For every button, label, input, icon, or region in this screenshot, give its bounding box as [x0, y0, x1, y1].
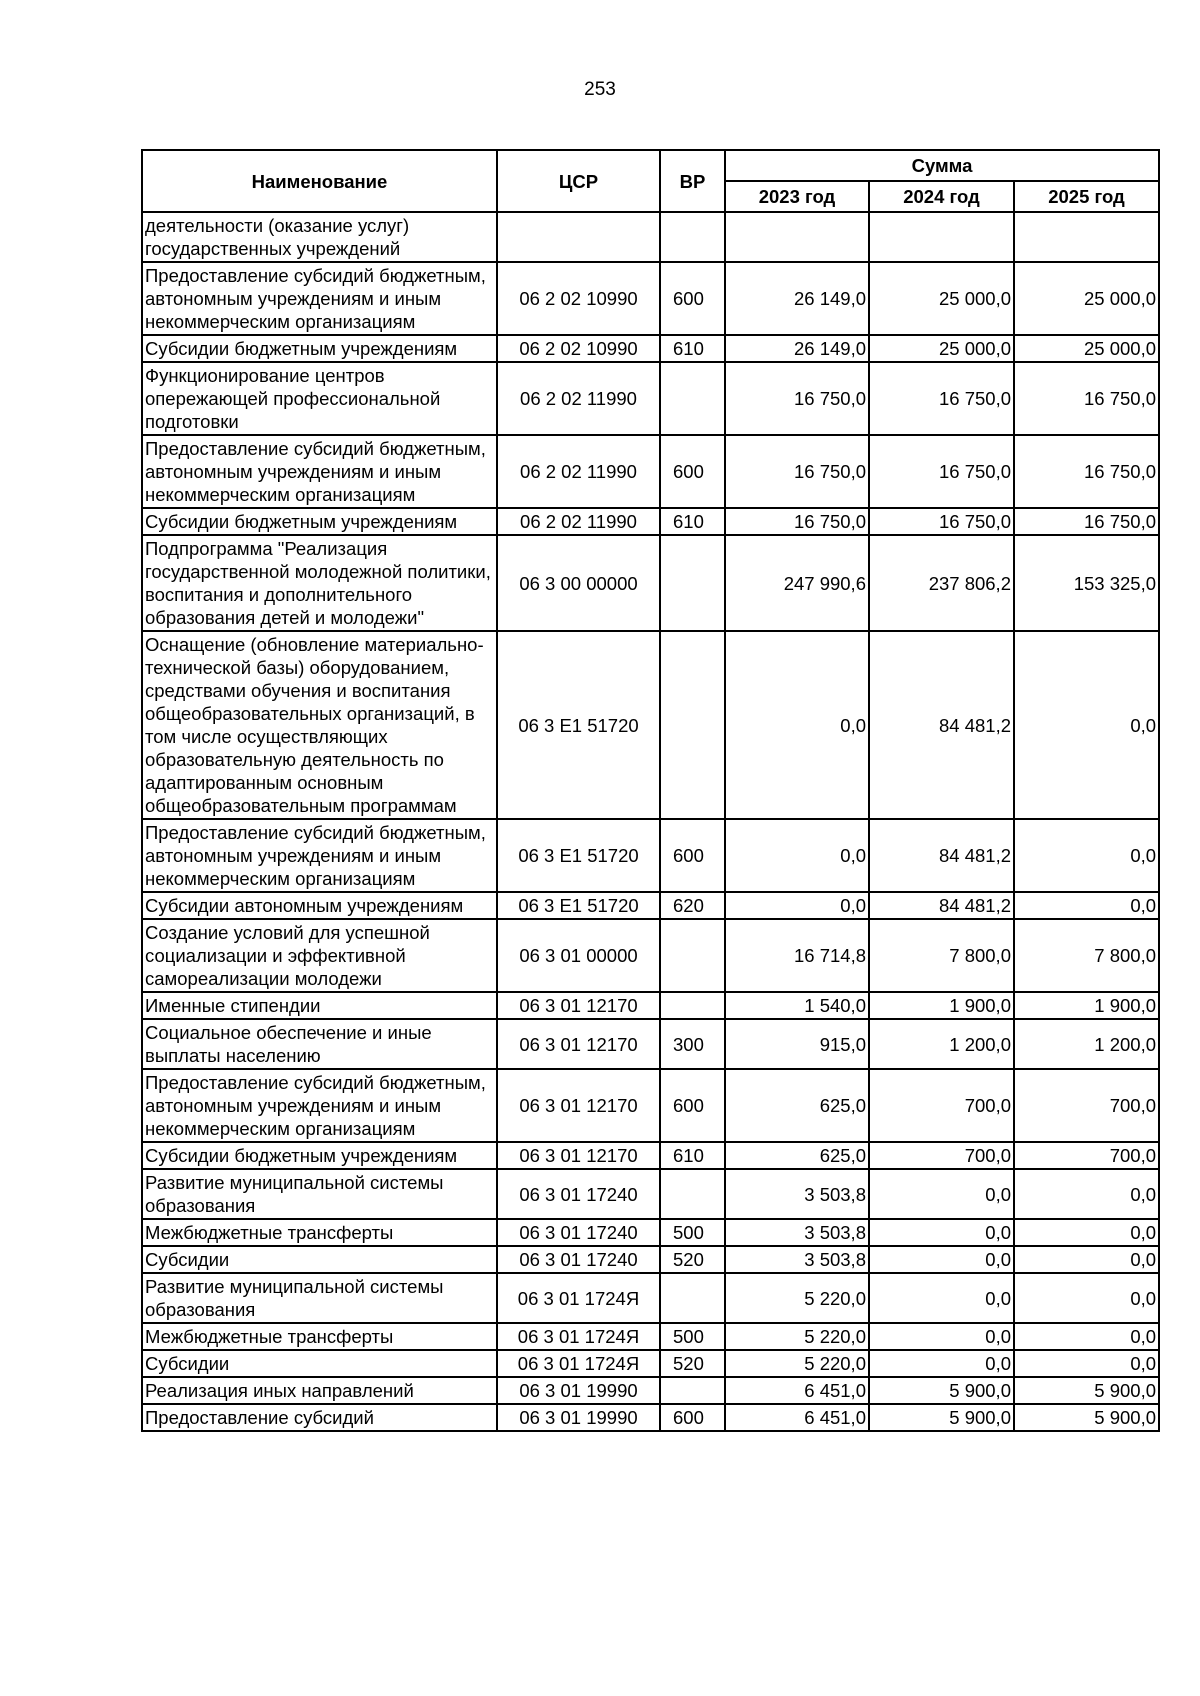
cell-sum-2025: 1 200,0 [1014, 1019, 1159, 1069]
cell-vr: 610 [660, 1142, 725, 1169]
cell-sum-2025 [1014, 212, 1159, 262]
cell-vr [660, 1273, 725, 1323]
cell-name: Развитие муниципальной системы образования [142, 1169, 497, 1219]
cell-vr: 610 [660, 335, 725, 362]
cell-vr: 520 [660, 1350, 725, 1377]
table-row [142, 1404, 1159, 1431]
table-row [142, 819, 1159, 892]
table-row [142, 435, 1159, 508]
cell-sum-2025: 16 750,0 [1014, 508, 1159, 535]
cell-sum-2024: 7 800,0 [869, 919, 1014, 992]
cell-vr [660, 1377, 725, 1404]
cell-csr: 06 3 01 12170 [497, 1019, 660, 1069]
cell-csr: 06 3 01 1724Я [497, 1350, 660, 1377]
cell-sum-2025: 25 000,0 [1014, 335, 1159, 362]
cell-vr [660, 362, 725, 435]
cell-sum-2023: 16 750,0 [725, 508, 869, 535]
cell-sum-2024: 237 806,2 [869, 535, 1014, 631]
header-year-2024: 2024 год [869, 181, 1014, 212]
cell-name: Развитие муниципальной системы образования [142, 1273, 497, 1323]
cell-sum-2023 [725, 212, 869, 262]
cell-csr: 06 3 Е1 51720 [497, 631, 660, 819]
cell-csr: 06 3 00 00000 [497, 535, 660, 631]
cell-sum-2023: 0,0 [725, 819, 869, 892]
cell-sum-2024: 700,0 [869, 1142, 1014, 1169]
cell-sum-2023: 5 220,0 [725, 1273, 869, 1323]
cell-name: Предоставление субсидий [142, 1404, 497, 1431]
cell-sum-2025: 0,0 [1014, 819, 1159, 892]
cell-csr: 06 3 Е1 51720 [497, 819, 660, 892]
cell-sum-2024: 0,0 [869, 1169, 1014, 1219]
table-row [142, 1169, 1159, 1219]
cell-sum-2023: 1 540,0 [725, 992, 869, 1019]
cell-vr: 600 [660, 1404, 725, 1431]
table-row [142, 631, 1159, 819]
cell-name: Создание условий для успешной социализации и эффективной самореализации молодежи [142, 919, 497, 992]
table-row [142, 1069, 1159, 1142]
cell-vr: 600 [660, 435, 725, 508]
cell-sum-2025: 0,0 [1014, 1246, 1159, 1273]
cell-vr: 620 [660, 892, 725, 919]
table-row [142, 1350, 1159, 1377]
cell-name: Именные стипендии [142, 992, 497, 1019]
cell-csr: 06 2 02 11990 [497, 435, 660, 508]
cell-sum-2023: 5 220,0 [725, 1323, 869, 1350]
cell-sum-2024: 700,0 [869, 1069, 1014, 1142]
cell-sum-2025: 700,0 [1014, 1142, 1159, 1169]
cell-sum-2023: 3 503,8 [725, 1246, 869, 1273]
table-row [142, 1377, 1159, 1404]
table-row [142, 892, 1159, 919]
header-year-2023: 2023 год [725, 181, 869, 212]
cell-name: Межбюджетные трансферты [142, 1323, 497, 1350]
table-row [142, 1273, 1159, 1323]
cell-vr [660, 631, 725, 819]
cell-vr: 610 [660, 508, 725, 535]
cell-name: Предоставление субсидий бюджетным, автономным учреждениям и иным некоммерческим организациям [142, 262, 497, 335]
cell-sum-2024: 16 750,0 [869, 508, 1014, 535]
table-row [142, 1019, 1159, 1069]
table-row [142, 919, 1159, 992]
cell-vr [660, 1169, 725, 1219]
cell-sum-2025: 1 900,0 [1014, 992, 1159, 1019]
cell-sum-2024: 5 900,0 [869, 1404, 1014, 1431]
cell-sum-2025: 25 000,0 [1014, 262, 1159, 335]
cell-csr: 06 3 01 1724Я [497, 1323, 660, 1350]
cell-vr: 600 [660, 819, 725, 892]
table-row [142, 1323, 1159, 1350]
cell-sum-2025: 16 750,0 [1014, 435, 1159, 508]
cell-sum-2023: 6 451,0 [725, 1377, 869, 1404]
budget-table [141, 149, 1160, 1432]
table-row [142, 992, 1159, 1019]
cell-sum-2025: 16 750,0 [1014, 362, 1159, 435]
cell-csr: 06 3 01 17240 [497, 1169, 660, 1219]
cell-sum-2023: 0,0 [725, 892, 869, 919]
cell-vr: 500 [660, 1323, 725, 1350]
cell-sum-2024: 0,0 [869, 1219, 1014, 1246]
cell-csr: 06 3 Е1 51720 [497, 892, 660, 919]
cell-sum-2024: 25 000,0 [869, 262, 1014, 335]
cell-name: Межбюджетные трансферты [142, 1219, 497, 1246]
cell-csr: 06 2 02 10990 [497, 262, 660, 335]
cell-name: Субсидии [142, 1246, 497, 1273]
cell-sum-2024: 5 900,0 [869, 1377, 1014, 1404]
cell-sum-2023: 3 503,8 [725, 1219, 869, 1246]
table-row [142, 1142, 1159, 1169]
cell-sum-2024: 16 750,0 [869, 435, 1014, 508]
cell-name: Субсидии [142, 1350, 497, 1377]
cell-vr [660, 535, 725, 631]
page-number: 253 [584, 79, 616, 100]
cell-sum-2024: 84 481,2 [869, 819, 1014, 892]
cell-sum-2023: 625,0 [725, 1069, 869, 1142]
cell-sum-2025: 0,0 [1014, 892, 1159, 919]
cell-name: Функционирование центров опережающей профессиональной подготовки [142, 362, 497, 435]
cell-csr [497, 212, 660, 262]
table-header [142, 150, 1159, 212]
cell-name: Предоставление субсидий бюджетным, автономным учреждениям и иным некоммерческим организациям [142, 1069, 497, 1142]
cell-sum-2025: 0,0 [1014, 1323, 1159, 1350]
cell-csr: 06 3 01 17240 [497, 1246, 660, 1273]
cell-sum-2025: 0,0 [1014, 1169, 1159, 1219]
cell-sum-2023: 5 220,0 [725, 1350, 869, 1377]
table-body [142, 212, 1159, 1431]
cell-sum-2024: 0,0 [869, 1350, 1014, 1377]
cell-sum-2025: 5 900,0 [1014, 1404, 1159, 1431]
cell-name: Предоставление субсидий бюджетным, автономным учреждениям и иным некоммерческим организациям [142, 435, 497, 508]
cell-name: Реализация иных направлений [142, 1377, 497, 1404]
cell-csr: 06 3 01 17240 [497, 1219, 660, 1246]
cell-sum-2025: 153 325,0 [1014, 535, 1159, 631]
table-row [142, 212, 1159, 262]
table-row [142, 1246, 1159, 1273]
cell-name: Субсидии бюджетным учреждениям [142, 1142, 497, 1169]
cell-vr: 600 [660, 262, 725, 335]
cell-sum-2024: 0,0 [869, 1323, 1014, 1350]
cell-sum-2023: 247 990,6 [725, 535, 869, 631]
cell-sum-2025: 0,0 [1014, 1219, 1159, 1246]
cell-name: Оснащение (обновление материально-технической базы) оборудованием, средствами обучения и воспитания общеобразовательных организаций, в том числе осуществляющих образовательную деятельность по адаптированным основным общеобразовательным программам [142, 631, 497, 819]
cell-csr: 06 3 01 12170 [497, 1069, 660, 1142]
cell-csr: 06 2 02 11990 [497, 508, 660, 535]
header-year-2025: 2025 год [1014, 181, 1159, 212]
cell-vr [660, 212, 725, 262]
cell-csr: 06 3 01 12170 [497, 1142, 660, 1169]
cell-sum-2023: 16 750,0 [725, 435, 869, 508]
cell-name: Социальное обеспечение и иные выплаты населению [142, 1019, 497, 1069]
cell-sum-2023: 6 451,0 [725, 1404, 869, 1431]
header-name: Наименование [142, 150, 497, 212]
cell-vr [660, 919, 725, 992]
table-row [142, 262, 1159, 335]
cell-vr: 600 [660, 1069, 725, 1142]
header-vr: ВР [660, 150, 725, 212]
cell-vr: 300 [660, 1019, 725, 1069]
cell-sum-2023: 26 149,0 [725, 335, 869, 362]
cell-sum-2023: 3 503,8 [725, 1169, 869, 1219]
cell-csr: 06 2 02 10990 [497, 335, 660, 362]
cell-sum-2023: 625,0 [725, 1142, 869, 1169]
cell-sum-2024: 84 481,2 [869, 631, 1014, 819]
cell-sum-2024: 1 900,0 [869, 992, 1014, 1019]
cell-name: Субсидии автономным учреждениям [142, 892, 497, 919]
cell-sum-2024: 84 481,2 [869, 892, 1014, 919]
cell-sum-2025: 0,0 [1014, 1273, 1159, 1323]
table-row [142, 1219, 1159, 1246]
header-csr: ЦСР [497, 150, 660, 212]
table-row [142, 362, 1159, 435]
table-row [142, 535, 1159, 631]
cell-vr: 520 [660, 1246, 725, 1273]
cell-vr: 500 [660, 1219, 725, 1246]
cell-csr: 06 3 01 1724Я [497, 1273, 660, 1323]
cell-sum-2023: 26 149,0 [725, 262, 869, 335]
cell-name: деятельности (оказание услуг) государственных учреждений [142, 212, 497, 262]
cell-sum-2023: 0,0 [725, 631, 869, 819]
cell-sum-2023: 16 750,0 [725, 362, 869, 435]
cell-sum-2025: 700,0 [1014, 1069, 1159, 1142]
cell-sum-2025: 0,0 [1014, 631, 1159, 819]
cell-name: Подпрограмма "Реализация государственной молодежной политики, воспитания и дополнительного образования детей и молодежи" [142, 535, 497, 631]
table-row [142, 335, 1159, 362]
cell-sum-2023: 915,0 [725, 1019, 869, 1069]
cell-vr [660, 992, 725, 1019]
cell-sum-2024: 0,0 [869, 1273, 1014, 1323]
cell-csr: 06 3 01 12170 [497, 992, 660, 1019]
cell-sum-2024 [869, 212, 1014, 262]
cell-sum-2024: 25 000,0 [869, 335, 1014, 362]
cell-name: Предоставление субсидий бюджетным, автономным учреждениям и иным некоммерческим организациям [142, 819, 497, 892]
cell-name: Субсидии бюджетным учреждениям [142, 335, 497, 362]
cell-sum-2023: 16 714,8 [725, 919, 869, 992]
cell-csr: 06 3 01 19990 [497, 1404, 660, 1431]
table-row [142, 508, 1159, 535]
cell-sum-2024: 0,0 [869, 1246, 1014, 1273]
cell-csr: 06 2 02 11990 [497, 362, 660, 435]
header-sum: Сумма [725, 150, 1159, 181]
cell-sum-2025: 0,0 [1014, 1350, 1159, 1377]
cell-name: Субсидии бюджетным учреждениям [142, 508, 497, 535]
cell-csr: 06 3 01 19990 [497, 1377, 660, 1404]
cell-sum-2025: 7 800,0 [1014, 919, 1159, 992]
cell-sum-2025: 5 900,0 [1014, 1377, 1159, 1404]
cell-csr: 06 3 01 00000 [497, 919, 660, 992]
cell-sum-2024: 1 200,0 [869, 1019, 1014, 1069]
cell-sum-2024: 16 750,0 [869, 362, 1014, 435]
